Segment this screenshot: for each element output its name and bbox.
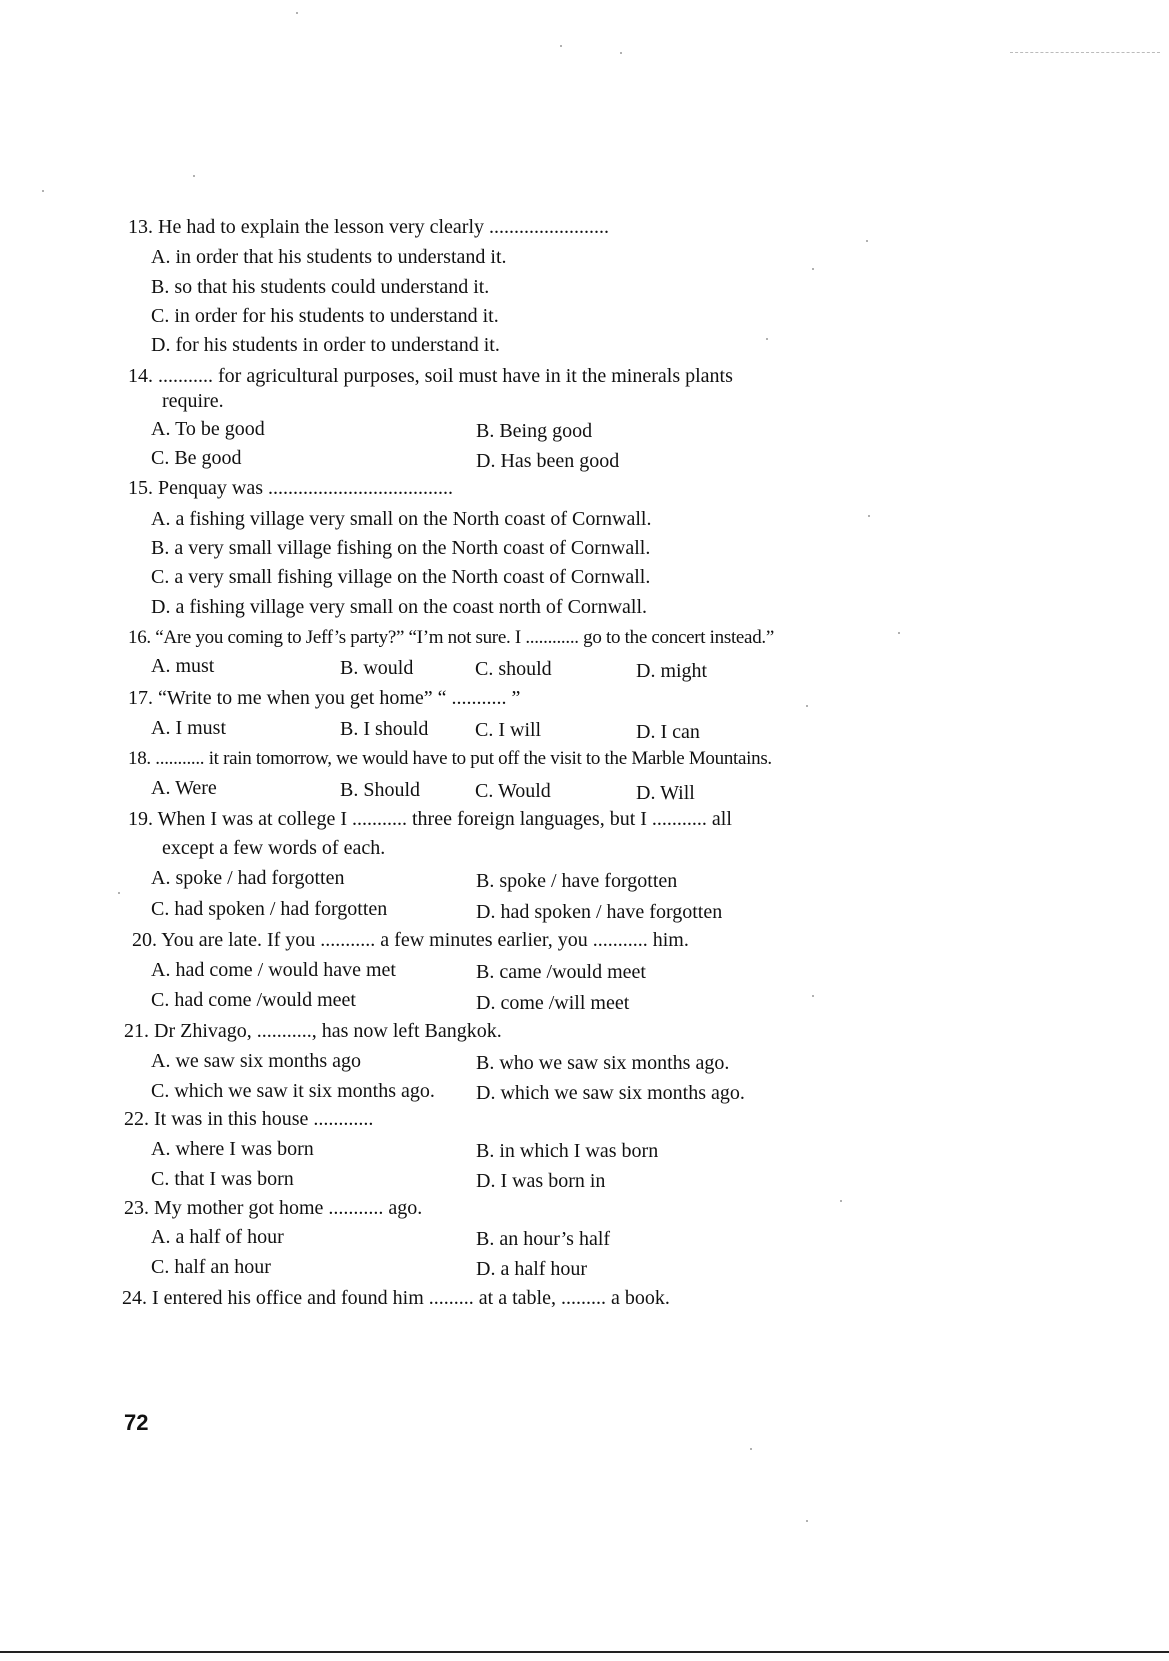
question-17-option-d: D. I can bbox=[636, 721, 700, 743]
question-21 bbox=[124, 1016, 884, 1047]
scan-speck bbox=[766, 338, 768, 340]
question-14-stem: 14. ........... for agricultural purposes, soil must have in it the minerals plants bbox=[128, 365, 733, 387]
scan-speck bbox=[118, 892, 120, 894]
question-24 bbox=[122, 1283, 882, 1314]
question-15-option-c: C. a very small fishing village on the North coast of Cornwall. bbox=[151, 566, 651, 588]
question-22-option-d: D. I was born in bbox=[476, 1170, 606, 1192]
question-17-stem: 17. “Write to me when you get home” “ ........... ” bbox=[128, 687, 521, 709]
scan-edge bbox=[0, 1651, 1169, 1653]
scan-speck bbox=[868, 515, 870, 517]
question-16-option-a: A. must bbox=[151, 655, 215, 677]
question-15-option-a: A. a fishing village very small on the North coast of Cornwall. bbox=[151, 508, 652, 530]
scan-speck bbox=[750, 1448, 752, 1450]
question-17-option-a: A. I must bbox=[151, 717, 226, 739]
question-13-option-a: A. in order that his students to understand it. bbox=[151, 246, 507, 268]
question-24-stem: 24. I entered his office and found him ......... at a table, ......... a book. bbox=[122, 1287, 670, 1309]
question-23-option-a: A. a half of hour bbox=[151, 1226, 284, 1248]
question-15-option-d: D. a fishing village very small on the coast north of Cornwall. bbox=[151, 596, 648, 618]
question-22-option-c: C. that I was born bbox=[151, 1168, 294, 1190]
scan-speck bbox=[620, 52, 622, 54]
question-17 bbox=[128, 683, 888, 714]
scan-speck bbox=[898, 632, 900, 634]
question-14-option-d: D. Has been good bbox=[476, 450, 620, 472]
question-23-option-d: D. a half hour bbox=[476, 1258, 588, 1280]
scan-speck bbox=[296, 12, 298, 14]
question-13 bbox=[128, 212, 888, 243]
question-19-stem: 19. When I was at college I ........... three foreign languages, but I ........... all bbox=[128, 808, 732, 830]
question-19 bbox=[128, 804, 828, 835]
question-23-stem: 23. My mother got home ........... ago. bbox=[124, 1197, 423, 1219]
question-22-option-b: B. in which I was born bbox=[476, 1140, 659, 1162]
question-19-option-b: B. spoke / have forgotten bbox=[476, 870, 678, 892]
question-15-stem: 15. Penquay was ..................................... bbox=[128, 477, 453, 499]
scan-speck bbox=[812, 268, 814, 270]
question-21-option-b: B. who we saw six months ago. bbox=[476, 1052, 730, 1074]
question-22-option-a: A. where I was born bbox=[151, 1138, 314, 1160]
question-18-option-c: C. Would bbox=[475, 780, 551, 802]
question-15 bbox=[128, 473, 888, 504]
question-19-stem-continued: except a few words of each. bbox=[162, 837, 386, 859]
question-18 bbox=[128, 743, 888, 774]
scan-speck bbox=[812, 995, 814, 997]
question-23-option-b: B. an hour’s half bbox=[476, 1228, 611, 1250]
question-13-stem: 13. He had to explain the lesson very clearly ........................ bbox=[128, 216, 609, 238]
question-14-option-b: B. Being good bbox=[476, 420, 593, 442]
question-16-option-d: D. might bbox=[636, 660, 708, 682]
question-14 bbox=[128, 361, 873, 392]
question-23 bbox=[124, 1193, 884, 1224]
scan-speck bbox=[193, 175, 195, 177]
question-16-option-c: C. should bbox=[475, 658, 552, 680]
question-18-option-b: B. Should bbox=[340, 779, 421, 801]
question-19-option-d: D. had spoken / have forgotten bbox=[476, 901, 723, 923]
question-18-option-a: A. Were bbox=[151, 777, 217, 799]
scan-speck bbox=[560, 45, 562, 47]
question-13-option-b: B. so that his students could understand it. bbox=[151, 276, 490, 298]
scan-speck bbox=[42, 190, 44, 192]
page-number: 72 bbox=[124, 1410, 149, 1435]
question-17-option-b: B. I should bbox=[340, 718, 429, 740]
question-23-option-c: C. half an hour bbox=[151, 1256, 271, 1278]
question-19-option-c: C. had spoken / had forgotten bbox=[151, 898, 388, 920]
question-16 bbox=[128, 622, 888, 653]
question-21-option-c: C. which we saw it six months ago. bbox=[151, 1080, 435, 1102]
scan-speck bbox=[866, 240, 868, 242]
question-16-stem: 16. “Are you coming to Jeff’s party?” “I’m not sure. I ............ go to the concert instead.” bbox=[128, 627, 774, 648]
scan-artifact-line bbox=[1010, 52, 1160, 53]
question-20-option-b: B. came /would meet bbox=[476, 961, 646, 983]
question-20-stem: 20. You are late. If you ........... a few minutes earlier, you ........... him. bbox=[132, 929, 689, 951]
question-13-option-d: D. for his students in order to understand it. bbox=[151, 334, 500, 356]
question-14-stem-continued: require. bbox=[162, 390, 224, 412]
question-17-option-c: C. I will bbox=[475, 719, 542, 741]
scan-speck bbox=[806, 1520, 808, 1522]
question-20-option-d: D. come /will meet bbox=[476, 992, 630, 1014]
question-22 bbox=[124, 1104, 884, 1135]
question-14-option-a: A. To be good bbox=[151, 418, 265, 440]
question-13-option-c: C. in order for his students to understand it. bbox=[151, 305, 499, 327]
question-14-option-c: C. Be good bbox=[151, 447, 242, 469]
scan-speck bbox=[840, 1200, 842, 1202]
question-19-option-a: A. spoke / had forgotten bbox=[151, 867, 345, 889]
question-22-stem: 22. It was in this house ............ bbox=[124, 1108, 374, 1130]
question-15-option-b: B. a very small village fishing on the North coast of Cornwall. bbox=[151, 537, 651, 559]
question-20-option-c: C. had come /would meet bbox=[151, 989, 356, 1011]
question-20-option-a: A. had come / would have met bbox=[151, 959, 396, 981]
question-18-stem: 18. ........... it rain tomorrow, we would have to put off the visit to the Marble Mountains. bbox=[128, 748, 772, 769]
question-21-option-a: A. we saw six months ago bbox=[151, 1050, 361, 1072]
scan-speck bbox=[806, 705, 808, 707]
question-20 bbox=[132, 925, 892, 956]
question-16-option-b: B. would bbox=[340, 657, 414, 679]
question-21-stem: 21. Dr Zhivago, ..........., has now left Bangkok. bbox=[124, 1020, 502, 1042]
question-18-option-d: D. Will bbox=[636, 782, 695, 804]
question-21-option-d: D. which we saw six months ago. bbox=[476, 1082, 745, 1104]
